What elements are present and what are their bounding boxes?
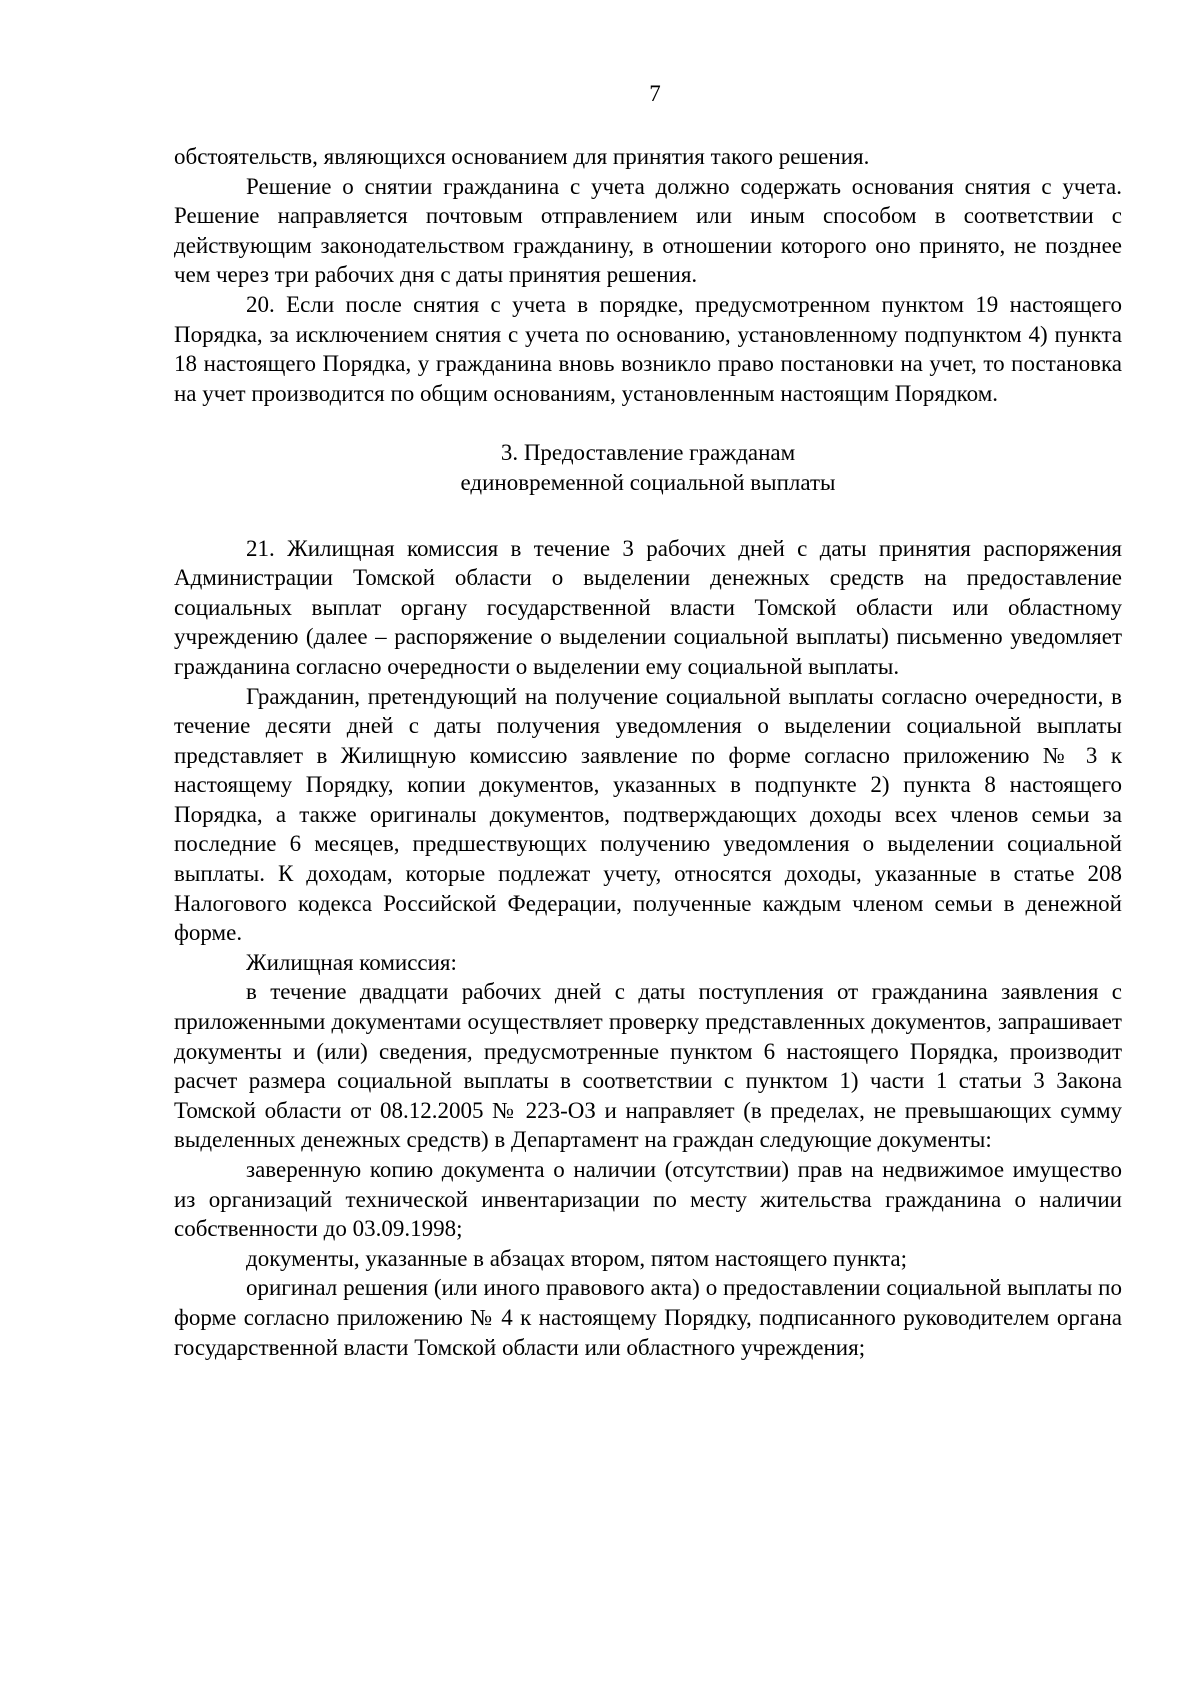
paragraph: в течение двадцати рабочих дней с даты поступления от гражданина заявления с приложенными документами осуществляет проверку представленных документов, запрашивает документы и (или) сведения, предусмотренные пунктом 6 настоящего Порядка, производит расчет размера социальной выплаты в соответствии с пунктом 1) части 1 статьи 3 Закона Томской области от 08.12.2005 № 223-ОЗ и направляет (в пределах, не превышающих сумму выделенных денежных средств) в Департамент на граждан следующие документы:	[174, 979, 1122, 1153]
document-body	[174, 142, 1122, 1362]
paragraph: Гражданин, претендующий на получение социальной выплаты согласно очередности, в течение десяти дней с даты получения уведомления о выделении социальной выплаты представляет в Жилищную комиссию заявление по форме согласно приложению № 3 к настоящему Порядку, копии документов, указанных в подпункте 2) пункта 8 настоящего Порядка, а также оригиналы документов, подтверждающих доходы всех членов семьи за последние 6 месяцев, предшествующих получению уведомления о выделении социальной выплаты. К доходам, которые подлежат учету, относятся доходы, указанные в статье 208 Налогового кодекса Российской Федерации, полученные каждым членом семьи в денежной форме.	[174, 683, 1122, 946]
section-title-line-2: единовременной социальной выплаты	[460, 469, 836, 495]
section-title	[174, 438, 1122, 497]
paragraph: Жилищная комиссия:	[246, 949, 457, 975]
paragraph: заверенную копию документа о наличии (отсутствии) прав на недвижимое имущество из организаций технической инвентаризации по месту жительства гражданина о наличии собственности до 03.09.1998;	[174, 1157, 1122, 1242]
paragraph: Решение о снятии гражданина с учета должно содержать основания снятия с учета. Решение направляется почтовым отправлением или иным способом в соответствии с действующим законодательством гражданину, в отношении которого оно принято, не позднее чем через три рабочих дня с даты принятия решения.	[174, 173, 1122, 288]
section-title-line-1: 3. Предоставление гражданам	[500, 440, 796, 466]
paragraph: оригинал решения (или иного правового акта) о предоставлении социальной выплаты по форме согласно приложению № 4 к настоящему Порядку, подписанного руководителем органа государственной власти Томской области или областного учреждения;	[174, 1275, 1122, 1360]
paragraph: документы, указанные в абзацах втором, пятом настоящего пункта;	[246, 1245, 907, 1271]
page-number: 7	[649, 81, 661, 106]
paragraph-item-21: 21. Жилищная комиссия в течение 3 рабочих дней с даты принятия распоряжения Администрации Томской области о выделении денежных средств на предоставление социальных выплат органу государственной власти Томской области или областному учреждению (далее – распоряжение о выделении социальной выплаты) письменно уведомляет гражданина согласно очередности о выделении ему социальной выплаты.	[174, 535, 1122, 679]
paragraph-item-20: 20. Если после снятия с учета в порядке, предусмотренном пунктом 19 настоящего Порядка, за исключением снятия с учета по основанию, установленному подпунктом 4) пункта 18 настоящего Порядка, у гражданина вновь возникло право постановки на учет, то постановка на учет производится по общим основаниям, установленным настоящим Порядком.	[174, 291, 1122, 406]
paragraph: обстоятельств, являющихся основанием для принятия такого решения.	[174, 144, 870, 169]
